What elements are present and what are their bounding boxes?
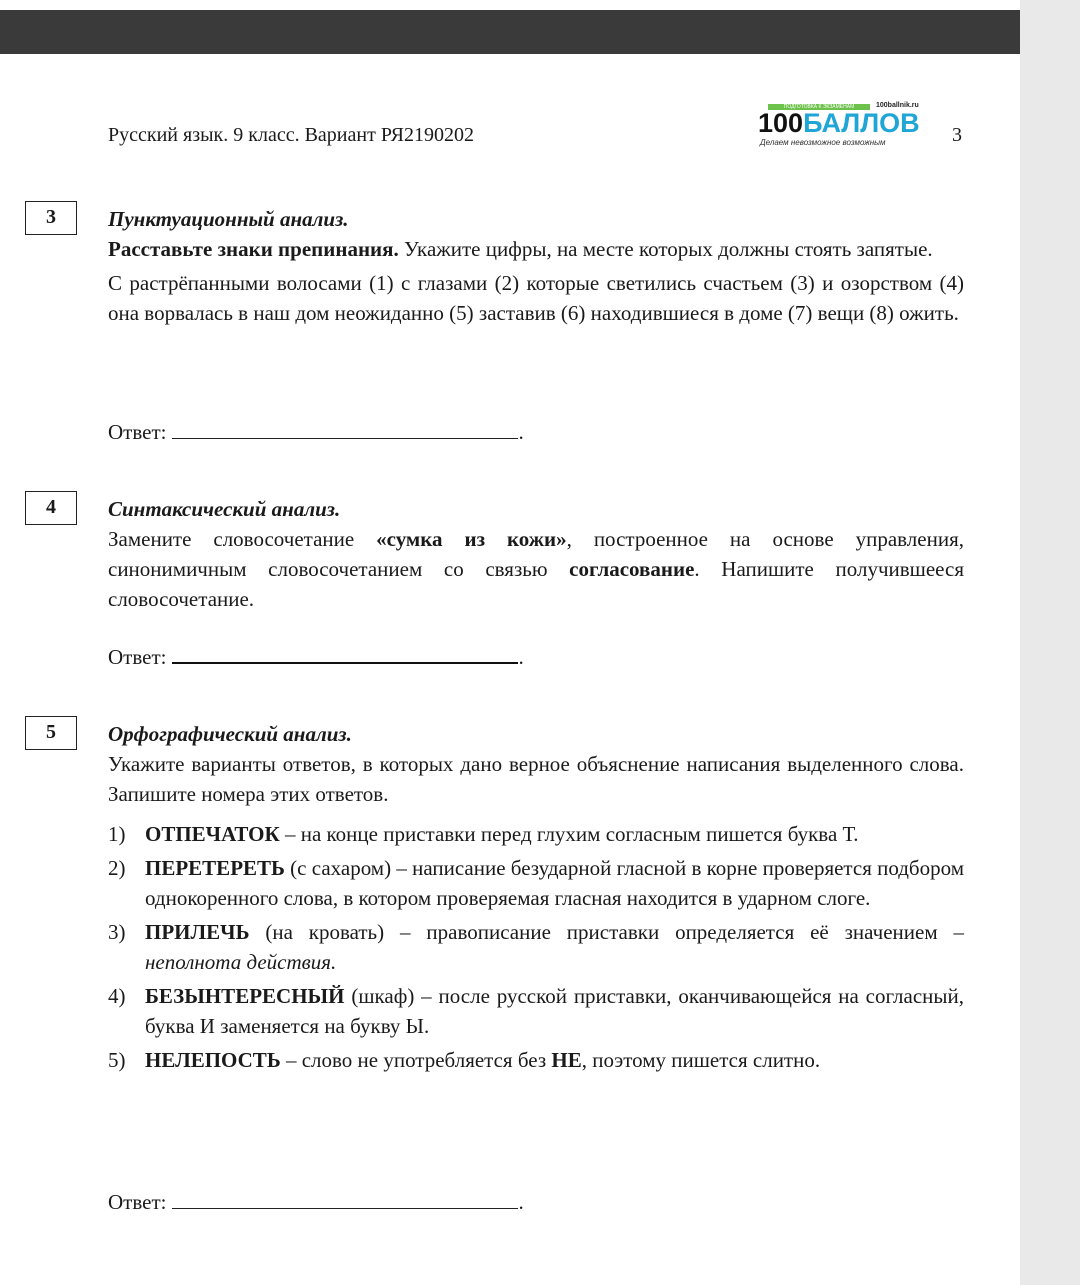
viewer-toolbar xyxy=(0,10,1020,54)
answer-label: Ответ: xyxy=(108,1190,167,1214)
option-text: – слово не употребляется без xyxy=(280,1048,552,1072)
task-4-text xyxy=(108,524,964,614)
option-word: БЕЗЫНТЕРЕСНЫЙ xyxy=(145,984,345,1008)
task-4-link-type: согласование xyxy=(569,557,695,581)
task-3-sentence: С растрёпанными волосами (1) с глазами (2) которые светились счастьем (3) и озорством (4) она ворвалась в наш дом неожиданно (5) заставив (6) находившиеся в доме (7) вещи (8) ожить. xyxy=(108,271,964,325)
brand-logo xyxy=(758,102,936,148)
answer-label: Ответ: xyxy=(108,645,167,669)
option-bold: НЕ xyxy=(551,1048,582,1072)
task-3-title: Пунктуационный анализ. xyxy=(108,207,349,231)
option-number: 5) xyxy=(108,1048,126,1072)
task-5-answer-field[interactable] xyxy=(172,1194,518,1209)
page-number: 3 xyxy=(952,124,962,146)
answer-label: Ответ: xyxy=(108,420,167,444)
option-italic: неполнота действия. xyxy=(145,950,337,974)
task-3-instruction xyxy=(108,234,964,264)
task-4-answer xyxy=(108,645,524,670)
task-4-title: Синтаксический анализ. xyxy=(108,497,341,521)
task-4-answer-field[interactable] xyxy=(172,648,518,664)
task-3-answer-field[interactable] xyxy=(172,424,518,439)
option-item xyxy=(108,917,964,977)
task-3-instruction-rest: Укажите цифры, на месте которых должны стоять запятые. xyxy=(398,237,933,261)
task-3 xyxy=(108,204,964,328)
option-word: ПРИЛЕЧЬ xyxy=(145,920,250,944)
option-number: 3) xyxy=(108,920,126,944)
task-3-instruction-bold: Расставьте знаки препинания. xyxy=(108,237,399,261)
task-5-answer xyxy=(108,1190,524,1215)
option-text-end: , поэтому пишется слитно. xyxy=(581,1048,821,1072)
task-5-instruction: Укажите варианты ответов, в которых дано верное объяснение написания выделенного слова. Запишите номера этих ответов. xyxy=(108,752,964,806)
option-number: 4) xyxy=(108,984,126,1008)
option-text: (с сахаром) – написание безударной гласной в корне проверяется подбором однокоренного слова, в котором проверяемая гласная находится в ударном слоге. xyxy=(145,856,964,910)
logo-ribbon: ПОДГОТОВКА К ЭКЗАМЕНАМ xyxy=(768,104,870,110)
option-item xyxy=(108,981,964,1041)
task-5-number-box: 5 xyxy=(25,716,77,750)
page-header-title: Русский язык. 9 класс. Вариант РЯ2190202 xyxy=(108,124,475,146)
option-word: ПЕРЕТЕРЕТЬ xyxy=(145,856,285,880)
option-text: (шкаф) – после русской приставки, оканчивающейся на согласный, буква И заменяется на букву Ы. xyxy=(145,984,964,1038)
option-word: ОТПЕЧАТОК xyxy=(145,822,280,846)
task-3-answer xyxy=(108,420,524,445)
option-text: (на кровать) – правописание приставки определяется её значением – xyxy=(249,920,964,944)
option-item xyxy=(108,853,964,913)
task-4-text-1: Замените словосочетание xyxy=(108,527,377,551)
answer-dot: . xyxy=(518,645,524,669)
logo-word: БАЛЛОВ xyxy=(803,108,920,138)
option-number: 2) xyxy=(108,856,126,880)
task-5-title: Орфографический анализ. xyxy=(108,722,352,746)
option-item xyxy=(108,819,964,849)
task-4 xyxy=(108,494,964,614)
task-3-number-box: 3 xyxy=(25,201,77,235)
option-word: НЕЛЕПОСТЬ xyxy=(145,1048,281,1072)
logo-tagline: Делаем невозможное возможным xyxy=(760,138,886,147)
task-4-text-3: . Напишите получившееся словосочетание. xyxy=(108,557,964,611)
logo-number: 100 xyxy=(758,108,804,138)
logo-wordmark xyxy=(758,108,920,139)
option-text: – на конце приставки перед глухим согласным пишется буква Т. xyxy=(279,822,859,846)
answer-dot: . xyxy=(518,1190,524,1214)
task-5-options xyxy=(108,819,964,1075)
answer-dot: . xyxy=(518,420,524,444)
task-4-text-2: , построенное на основе управления, синонимичным словосочетанием со связью xyxy=(108,527,964,581)
logo-site: 100ballnik.ru xyxy=(876,102,919,109)
task-4-number-box: 4 xyxy=(25,491,77,525)
option-item xyxy=(108,1045,964,1075)
option-number: 1) xyxy=(108,822,126,846)
task-4-phrase: «сумка из кожи» xyxy=(376,527,567,551)
task-5 xyxy=(108,719,964,1079)
